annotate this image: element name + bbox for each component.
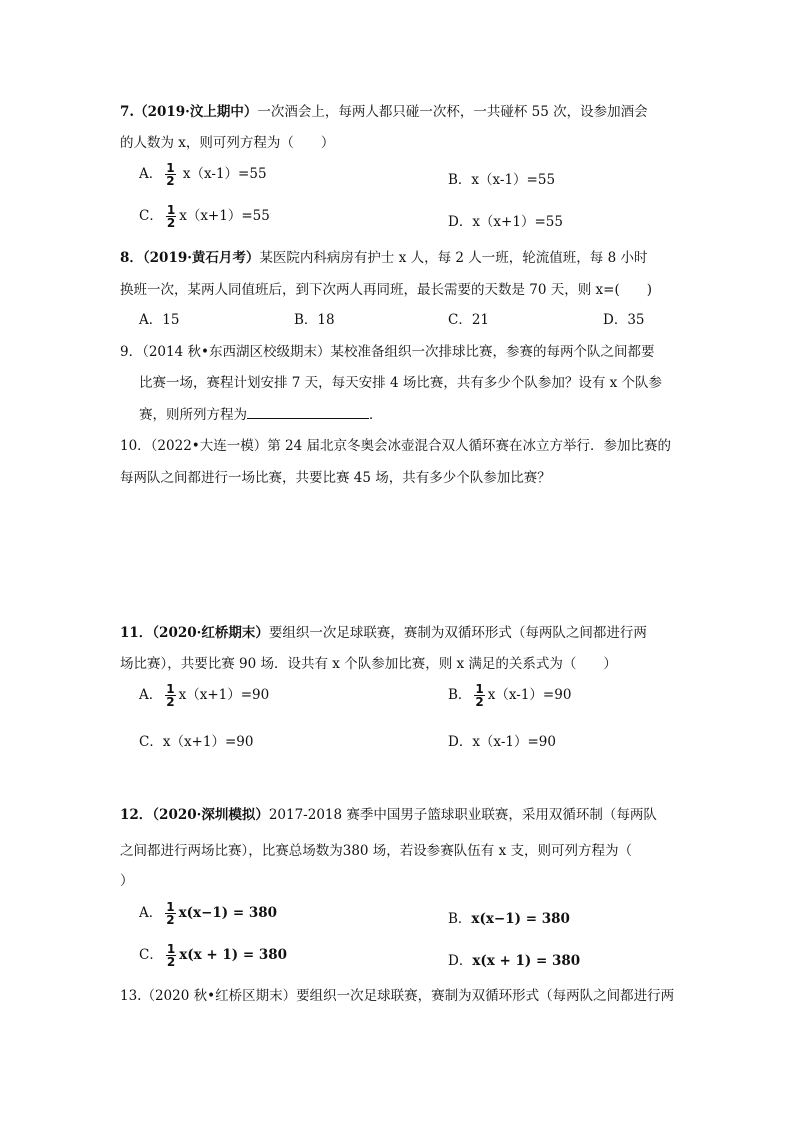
q8-option-c[interactable]: C．21 bbox=[448, 312, 490, 328]
fraction-numerator: 1 bbox=[166, 900, 175, 914]
q9-line3 bbox=[139, 405, 383, 424]
q11-option-a[interactable] bbox=[139, 683, 269, 708]
q11-option-b[interactable] bbox=[448, 683, 571, 708]
half-fraction bbox=[166, 943, 176, 968]
q9-line3-text: 赛，则所列方程为 bbox=[139, 407, 247, 423]
q7-option-a[interactable] bbox=[139, 162, 267, 187]
q12-option-c-label: C． bbox=[139, 947, 163, 963]
q12-option-b[interactable] bbox=[448, 910, 570, 928]
q7-option-c[interactable] bbox=[139, 204, 270, 229]
q9-line2: 比赛一场，赛程计划安排 7 天，每天安排 4 场比赛，共有多少个队参加？设有 x 个队参 bbox=[139, 375, 663, 391]
q7-option-a-text: x（x-1）=55 bbox=[182, 166, 267, 182]
q11-option-c[interactable]: C．x（x+1）=90 bbox=[139, 734, 254, 750]
q11-line1 bbox=[120, 624, 647, 642]
q11-line2: 场比赛），共要比赛 90 场．设共有 x 个队参加比赛，则 x 满足的关系式为（ ） bbox=[120, 656, 617, 672]
fraction-denominator: 2 bbox=[166, 955, 176, 969]
fraction-numerator: 1 bbox=[166, 161, 175, 175]
fraction-denominator: 2 bbox=[166, 695, 175, 709]
q9-line1: 9．（2014 秋•东西湖区校级期末）某校准备组织一次排球比赛，参赛的每两个队之间都要 bbox=[120, 344, 655, 360]
q11-text1: 要组织一次足球联赛，赛制为双循环形式（每两队之间都进行两 bbox=[268, 625, 647, 641]
q8-number: 8． bbox=[120, 250, 143, 266]
half-fraction bbox=[474, 683, 484, 708]
q12-line1 bbox=[120, 806, 657, 824]
fraction-numerator: 1 bbox=[166, 203, 176, 217]
q12-option-b-label: B． bbox=[448, 911, 472, 927]
q13-line1: 13.（2020 秋•红桥区期末）要组织一次足球联赛，赛制为双循环形式（每两队之间都进行两 bbox=[120, 988, 675, 1004]
q12-option-d-label: D． bbox=[448, 953, 473, 969]
q12-option-c-equation: x(x + 1) = 380 bbox=[179, 947, 288, 963]
q8-line1 bbox=[120, 249, 647, 267]
q11-option-a-text: x（x+1）=90 bbox=[178, 687, 270, 703]
q8-line2: 换班一次，某两人同值班后，到下次两人再同班，最长需要的天数是 70 天，则 x=( ) bbox=[120, 282, 653, 298]
q12-option-a-equation: x(x−1) = 380 bbox=[178, 905, 278, 921]
q11-source: （2020·红桥期末） bbox=[152, 625, 269, 641]
q9-line3-end: ． bbox=[369, 407, 383, 423]
q8-source: （2019·黄石月考） bbox=[142, 250, 260, 266]
fraction-numerator: 1 bbox=[166, 942, 176, 956]
q8-text1: 某医院内科病房有护士 x 人，每 2 人一班，轮流值班，每 8 小时 bbox=[259, 250, 648, 266]
q11-option-b-text: x（x-1）=90 bbox=[487, 687, 572, 703]
q8-option-a[interactable]: A．15 bbox=[139, 312, 180, 328]
q7-option-b[interactable]: B．x（x-1）=55 bbox=[448, 172, 556, 188]
q12-option-c[interactable] bbox=[139, 943, 287, 968]
q9-answer-blank[interactable] bbox=[247, 405, 369, 419]
fraction-denominator: 2 bbox=[166, 216, 176, 230]
q11-option-d[interactable]: D．x（x-1）=90 bbox=[448, 734, 556, 750]
q12-number: 12． bbox=[120, 807, 153, 823]
q12-source: （2020·深圳模拟） bbox=[152, 807, 269, 823]
q12-text1: 2017-2018 赛季中国男子篮球职业联赛，采用双循环制（每两队 bbox=[268, 807, 657, 823]
q10-line2: 每两队之间都进行一场比赛，共要比赛 45 场，共有多少个队参加比赛？ bbox=[120, 470, 551, 486]
q12-option-a-label: A． bbox=[139, 905, 163, 921]
fraction-numerator: 1 bbox=[475, 682, 484, 696]
q11-option-a-label: A． bbox=[139, 687, 163, 703]
half-fraction bbox=[166, 204, 176, 229]
fraction-denominator: 2 bbox=[166, 913, 175, 927]
half-fraction bbox=[165, 162, 175, 187]
q8-option-d[interactable]: D．35 bbox=[603, 312, 645, 328]
q12-option-d-equation: x(x + 1) = 380 bbox=[472, 953, 581, 969]
q10-line1: 10．（2022•大连一模）第 24 届北京冬奥会冰壶混合双人循环赛在冰立方举行．参加比赛的 bbox=[120, 438, 672, 454]
q12-option-a[interactable] bbox=[139, 901, 277, 926]
q8-option-b[interactable]: B．18 bbox=[294, 312, 335, 328]
half-fraction bbox=[165, 683, 175, 708]
q12-line2: 之间都进行两场比赛），比赛总场数为380 场，若设参赛队伍有 x 支，则可列方程为（ bbox=[120, 843, 633, 859]
q12-option-b-equation: x(x−1) = 380 bbox=[471, 911, 570, 927]
q7-option-c-label: C． bbox=[139, 208, 163, 224]
fraction-denominator: 2 bbox=[475, 695, 484, 709]
fraction-denominator: 2 bbox=[166, 174, 175, 188]
q7-number: 7. bbox=[120, 104, 135, 120]
q12-line3: ） bbox=[120, 873, 134, 889]
q7-text1: 一次酒会上，每两人都只碰一次杯，一共碰杯 55 次，设参加酒会 bbox=[257, 104, 648, 120]
q7-line2: 的人数为 x，则可列方程为（ ） bbox=[120, 135, 335, 151]
q7-source: （2019·汶上期中） bbox=[134, 104, 258, 120]
q7-option-a-label: A． bbox=[139, 166, 163, 182]
q12-option-d[interactable] bbox=[448, 952, 580, 970]
q7-option-c-text: x（x+1）=55 bbox=[179, 208, 270, 224]
fraction-numerator: 1 bbox=[166, 682, 175, 696]
q7-option-d[interactable]: D．x（x+1）=55 bbox=[448, 214, 563, 230]
q7-line1 bbox=[120, 103, 648, 121]
half-fraction bbox=[165, 901, 175, 926]
q11-option-b-label: B． bbox=[448, 687, 472, 703]
q11-number: 11． bbox=[120, 625, 153, 641]
